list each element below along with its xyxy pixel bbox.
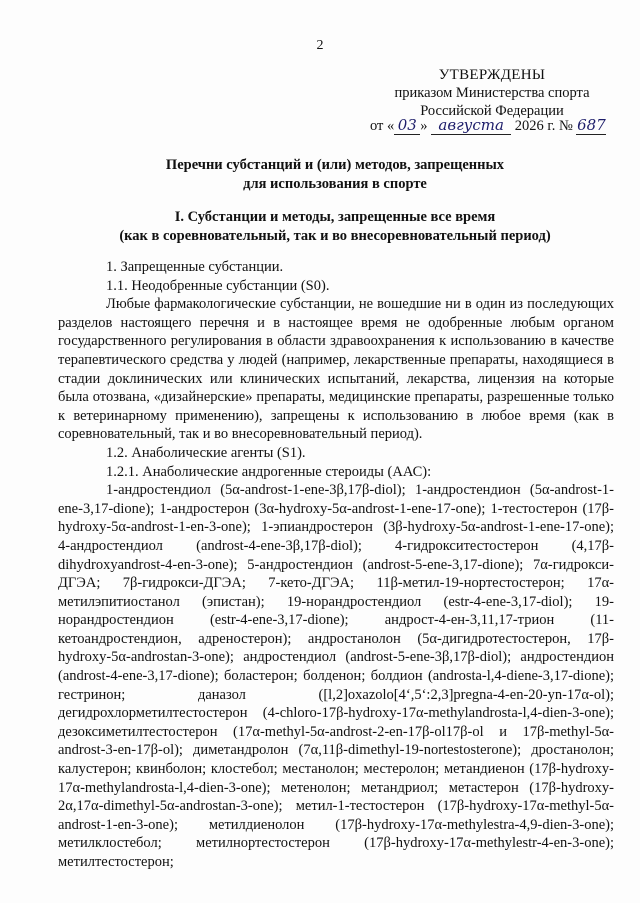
document-title-line-1: Перечни субстанций и (или) методов, запрещенных bbox=[165, 157, 505, 173]
paragraph-aas-list: 1-андростендиол (5α-androst-1-ene-3β,17β-diol); 1-андростендион (5α-androst-1-ene-3,17-dione); 1-андростерон (3α-hydroxy-5α-androst-1-ene-17-one); 1-тестостерон (17β-hydroxy-5α-androst-1-en-3-one); 1-эпиандростерон (3β-hydroxy-5α-androst-1-ene-17-one); 4-андростендиол (androst-4-ene-3β,17β-diol); 4-гидрокситестостерон (4,17β-dihydroxyandrost-4-en-3-one); 5-андростендион (androst-5-ene-3,17-dione); 7α-гидрокси-ДГЭА; 7β-гидрокси-ДГЭА; 7-кето-ДГЭА; 11β-метил-19-нортестостерон; 17α-метилэпитиостанол (эпистан); 19-норандростендиол (estr-4-ene-3,17-diol); 19-норандростендион (estr-4-ene-3,17-dione); андрост-4-ен-3,11,17-трион (11-кетоандростендион, адреностерон); андростанолон (5α-дигидротестостерон, 17β-hydroxy-5α-androstan-3-one); андростендиол (androst-5-ene-3β,17β-diol); андростендион (androst-4-ene-3,17-dione); боластерон; болденон; болдион (androsta-l,4-diene-3,17-dione); гестринон; даназол ([l,2]oxazolo[4‘,5‘:2,3]pregna-4-en-20-yn-17α-ol); дегидрохлорметилтестостерон (4-chloro-17β-hydroxy-17α-methylandrosta-l,4-dien-3-one); дезоксиметилтестостерон (17α-methyl-5α-androst-2-en-17β-ol17β-ol и 17β-methyl-5α-androst-3-en-17β-ol); диметандролон (7α,11β-dimethyl-19-nortestosterone); дростанолон; калустерон; квинболон; клостебол; местанолон; местеролон; метандиенон (17β-hydroxy-17α-methylandrosta-l,4-dien-3-one); метенолон; метандриол; метастерон (17β-hydroxy-2α,17α-dimethyl-5α-androstan-3-one); метил-1-тестостерон (17β-hydroxy-17α-methyl-5α-androst-1-en-3-one); метилдиенолон (17β-hydroxy-17α-methylestra-4,9-dien-3-one); метилклостебол; метилнортестостерон (17β-hydroxy-17α-methylestr-4-en-3-one); метилтестостерон; bbox=[58, 482, 614, 870]
section-heading-line-2: (как в соревновательный, так и во внесоревновательный период) bbox=[119, 228, 551, 244]
approval-line-1: приказом Министерства спорта bbox=[394, 85, 590, 101]
handwritten-month: августа bbox=[431, 116, 511, 135]
section-heading bbox=[60, 208, 610, 246]
document-title bbox=[60, 156, 610, 194]
document-body bbox=[58, 258, 614, 872]
approval-date-line bbox=[370, 116, 606, 135]
approval-title: УТВЕРЖДЕНЫ bbox=[438, 67, 546, 83]
paragraph-s0-description: Любые фармакологические субстанции, не вошедшие ни в один из последующих разделов настоящего перечня и в настоящее время не одобренные любым органом государственного регулирования в области здравоохранения к использованию в качестве терапевтического средства у людей (например, лекарственные препараты, находящиеся в стадии доклинических или клинических испытаний, лекарства, лицензия на которые была отозвана, «дизайнерские» препараты, медицинские препараты, разрешенные только к ветеринарному применению), запрещены к использованию в любое время (как в соревновательный, так и во внесоревновательный период). bbox=[58, 296, 614, 443]
handwritten-order-number: 687 bbox=[577, 116, 606, 134]
year-text: 2026 г. № bbox=[514, 118, 573, 134]
date-prefix: от « bbox=[370, 118, 395, 134]
paragraph-prohibited-substances: 1. Запрещенные субстанции. bbox=[106, 259, 284, 275]
section-heading-line-1: I. Субстанции и методы, запрещенные все время bbox=[174, 209, 496, 225]
approval-block bbox=[372, 66, 612, 120]
document-title-line-2: для использования в спорте bbox=[243, 176, 427, 192]
paragraph-unapproved-substances: 1.1. Неодобренные субстанции (S0). bbox=[106, 277, 330, 294]
paragraph-aas-heading: 1.2.1. Анаболические андрогенные стероиды (ААС): bbox=[106, 463, 432, 480]
date-mid: » bbox=[420, 118, 428, 134]
page-number: 2 bbox=[316, 38, 324, 53]
paragraph-anabolic-agents: 1.2. Анаболические агенты (S1). bbox=[106, 444, 306, 461]
approval-line-2: Российской Федерации bbox=[420, 103, 564, 119]
handwritten-day: 03 bbox=[394, 116, 420, 135]
